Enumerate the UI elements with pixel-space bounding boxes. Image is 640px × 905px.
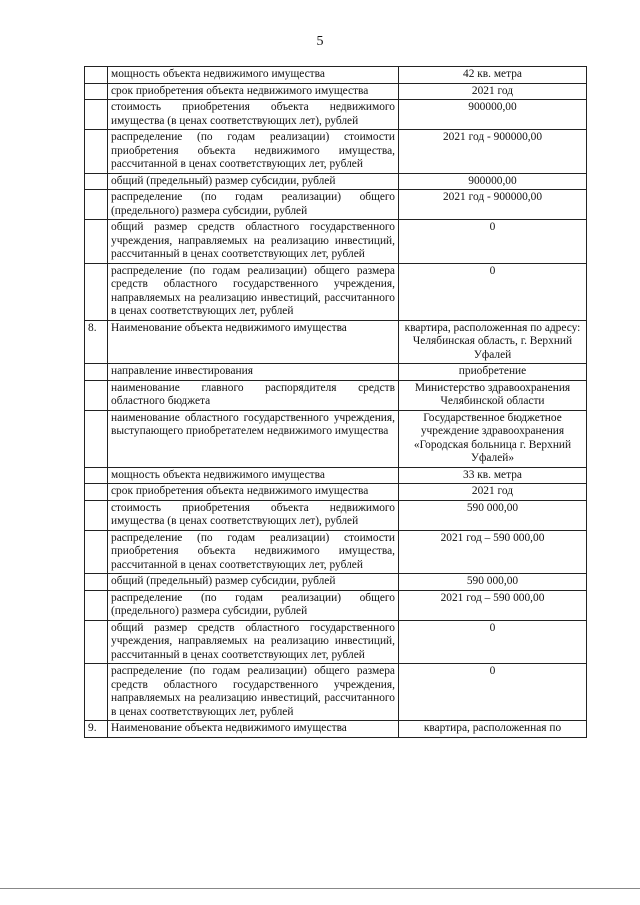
row-value-cell: 33 кв. метра xyxy=(399,467,587,484)
table-row xyxy=(85,484,587,501)
row-number-cell xyxy=(85,364,108,381)
table-row xyxy=(85,574,587,591)
row-description-cell: мощность объекта недвижимого имущества xyxy=(108,67,399,84)
row-number-cell xyxy=(85,67,108,84)
row-number-cell: 8. xyxy=(85,320,108,364)
row-description-cell: стоимость приобретения объекта недвижимого имущества (в ценах соответствующих лет), рублей xyxy=(108,500,399,530)
row-number-cell xyxy=(85,263,108,320)
table-row xyxy=(85,530,587,574)
table-row xyxy=(85,190,587,220)
row-description-cell: общий (предельный) размер субсидии, рублей xyxy=(108,574,399,591)
row-value-cell: 2021 год – 590 000,00 xyxy=(399,590,587,620)
row-number-cell xyxy=(85,380,108,410)
row-number-cell: 9. xyxy=(85,721,108,738)
row-value-cell: 2021 год xyxy=(399,83,587,100)
row-number-cell xyxy=(85,190,108,220)
row-number-cell xyxy=(85,467,108,484)
row-description-cell: наименование главного распорядителя средств областного бюджета xyxy=(108,380,399,410)
table-row xyxy=(85,263,587,320)
table-row xyxy=(85,100,587,130)
table-row xyxy=(85,590,587,620)
table-row xyxy=(85,130,587,174)
row-value-cell: приобретение xyxy=(399,364,587,381)
table-row xyxy=(85,410,587,467)
row-description-cell: срок приобретения объекта недвижимого имущества xyxy=(108,484,399,501)
bottom-rule xyxy=(0,888,640,889)
table-row xyxy=(85,500,587,530)
row-value-cell: квартира, расположенная по xyxy=(399,721,587,738)
row-number-cell xyxy=(85,664,108,721)
row-value-cell: 0 xyxy=(399,620,587,664)
row-description-cell: Наименование объекта недвижимого имущества xyxy=(108,320,399,364)
table-row xyxy=(85,220,587,264)
row-value-cell: Государственное бюджетное учреждение здравоохранения «Городская больница г. Верхний Уфалей» xyxy=(399,410,587,467)
row-description-cell: общий (предельный) размер субсидии, рублей xyxy=(108,173,399,190)
row-number-cell xyxy=(85,100,108,130)
row-description-cell: распределение (по годам реализации) стоимости приобретения объекта недвижимого имущества, рассчитанной в ценах соответствующих лет, рублей xyxy=(108,130,399,174)
table-row xyxy=(85,364,587,381)
table-row xyxy=(85,664,587,721)
table-row xyxy=(85,721,587,738)
row-description-cell: наименование областного государственного учреждения, выступающего приобретателем недвижимого имущества xyxy=(108,410,399,467)
row-number-cell xyxy=(85,484,108,501)
row-description-cell: распределение (по годам реализации) стоимости приобретения объекта недвижимого имущества, рассчитанной в ценах соответствующих лет, рублей xyxy=(108,530,399,574)
row-description-cell: распределение (по годам реализации) общего размера средств областного государственного учреждения, направляемых на реализацию инвестиций, рассчитанного в ценах соответствующих лет, рублей xyxy=(108,664,399,721)
row-number-cell xyxy=(85,620,108,664)
row-value-cell: 42 кв. метра xyxy=(399,67,587,84)
row-description-cell: срок приобретения объекта недвижимого имущества xyxy=(108,83,399,100)
row-value-cell: 590 000,00 xyxy=(399,500,587,530)
table-row xyxy=(85,173,587,190)
row-description-cell: распределение (по годам реализации) общего (предельного) размера субсидии, рублей xyxy=(108,190,399,220)
row-description-cell: распределение (по годам реализации) общего (предельного) размера субсидии, рублей xyxy=(108,590,399,620)
row-value-cell: 0 xyxy=(399,263,587,320)
row-number-cell xyxy=(85,220,108,264)
row-value-cell: 0 xyxy=(399,664,587,721)
table-row xyxy=(85,67,587,84)
row-description-cell: общий размер средств областного государственного учреждения, направляемых на реализацию инвестиций, рассчитанный в ценах соответствующих лет, рублей xyxy=(108,620,399,664)
row-description-cell: мощность объекта недвижимого имущества xyxy=(108,467,399,484)
row-number-cell xyxy=(85,574,108,591)
row-value-cell: Министерство здравоохранения Челябинской области xyxy=(399,380,587,410)
table-row xyxy=(85,320,587,364)
row-description-cell: распределение (по годам реализации) общего размера средств областного государственного учреждения, направляемых на реализацию инвестиций, рассчитанного в ценах соответствующих лет, рублей xyxy=(108,263,399,320)
investment-object-table xyxy=(84,66,587,738)
row-value-cell: 2021 год – 590 000,00 xyxy=(399,530,587,574)
row-value-cell: 2021 год xyxy=(399,484,587,501)
row-number-cell xyxy=(85,410,108,467)
row-description-cell: Наименование объекта недвижимого имущества xyxy=(108,721,399,738)
table-row xyxy=(85,83,587,100)
row-value-cell: квартира, расположенная по адресу: Челябинская область, г. Верхний Уфалей xyxy=(399,320,587,364)
row-description-cell: стоимость приобретения объекта недвижимого имущества (в ценах соответствующих лет), рублей xyxy=(108,100,399,130)
table-row xyxy=(85,620,587,664)
page-number: 5 xyxy=(316,34,324,49)
row-value-cell: 2021 год - 900000,00 xyxy=(399,190,587,220)
row-value-cell: 900000,00 xyxy=(399,100,587,130)
row-description-cell: направление инвестирования xyxy=(108,364,399,381)
row-value-cell: 0 xyxy=(399,220,587,264)
row-value-cell: 900000,00 xyxy=(399,173,587,190)
row-number-cell xyxy=(85,500,108,530)
table-body xyxy=(85,67,587,738)
row-description-cell: общий размер средств областного государственного учреждения, направляемых на реализацию инвестиций, рассчитанный в ценах соответствующих лет, рублей xyxy=(108,220,399,264)
row-number-cell xyxy=(85,590,108,620)
table-row xyxy=(85,467,587,484)
row-number-cell xyxy=(85,130,108,174)
row-number-cell xyxy=(85,173,108,190)
row-value-cell: 2021 год - 900000,00 xyxy=(399,130,587,174)
row-number-cell xyxy=(85,83,108,100)
row-value-cell: 590 000,00 xyxy=(399,574,587,591)
row-number-cell xyxy=(85,530,108,574)
table-row xyxy=(85,380,587,410)
